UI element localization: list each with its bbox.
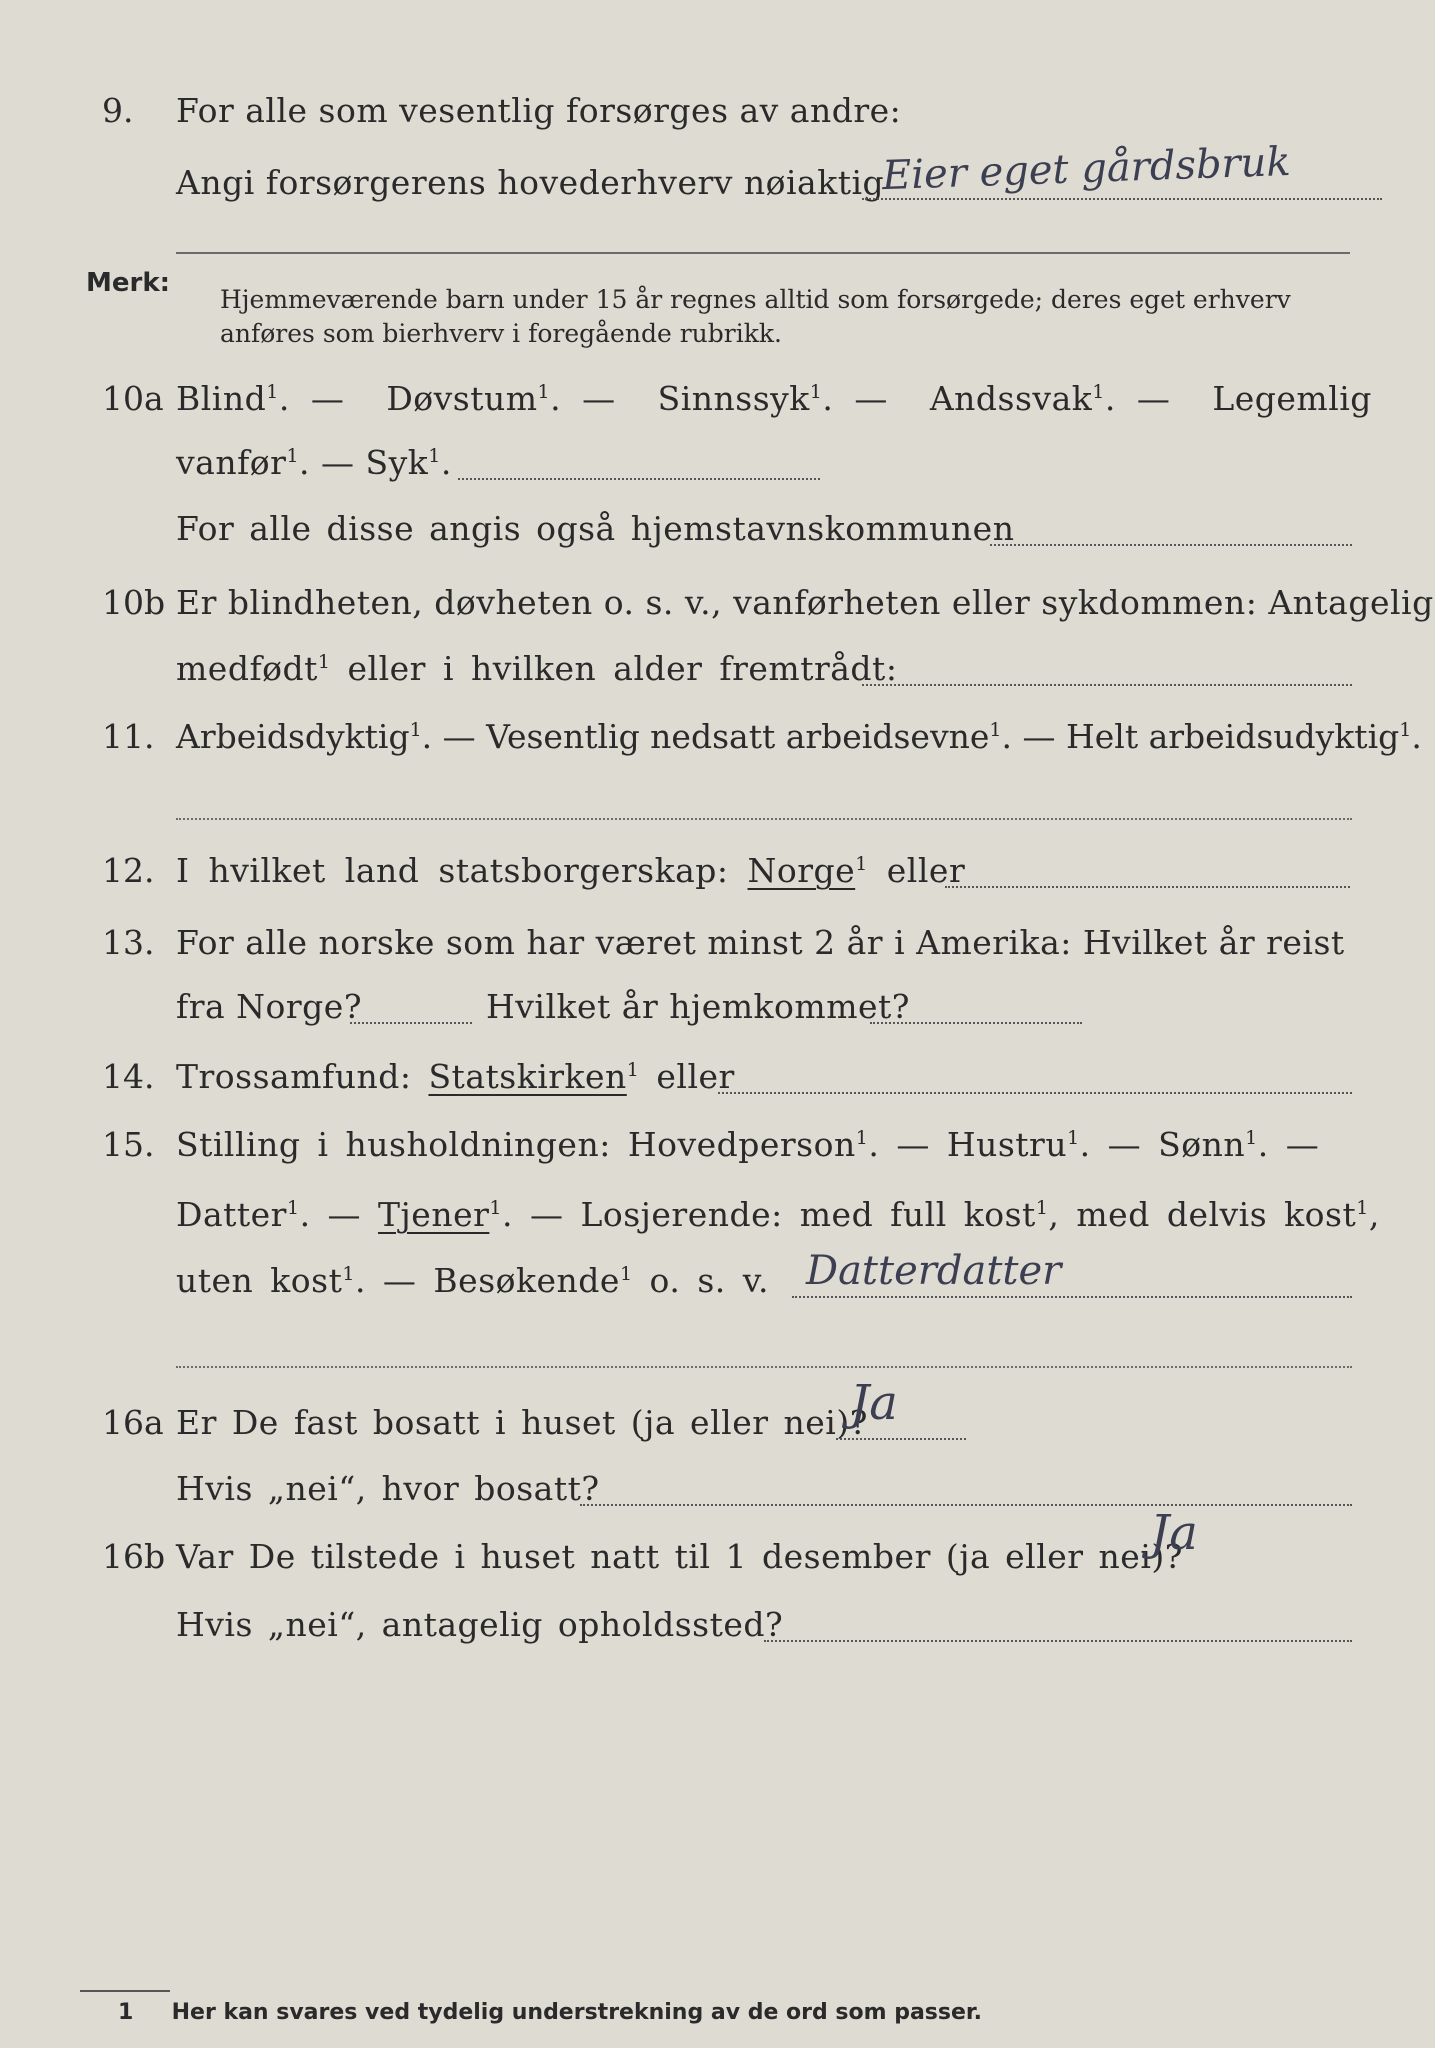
option-nedsatt: — Vesentlig nedsatt arbeidsevne — [442, 717, 990, 756]
question-text: Var De tilstede i huset natt til 1 desember (ja eller nei)? — [176, 1537, 1183, 1576]
question-text: Angi forsørgerens hovederhverv nøiaktig — [176, 163, 885, 202]
question-13-line-1 — [0, 912, 1435, 974]
answer-line — [990, 544, 1352, 546]
option-dovstum: Døvstum — [386, 379, 538, 418]
dash: — — [327, 1195, 362, 1234]
footnote-mark: 1 — [266, 381, 279, 403]
footnote-mark: 1 — [428, 445, 441, 467]
option-udyktig: — Helt arbeidsudyktig — [1022, 717, 1400, 756]
question-label: I hvilket land statsborgerskap: — [176, 851, 729, 890]
answer-line — [580, 1504, 1352, 1506]
answer-line — [870, 1022, 1082, 1024]
footnote-mark: 1 — [489, 1197, 502, 1219]
question-text: Er blindheten, døvheten o. s. v., vanførheten eller sykdommen: Antagelig — [176, 583, 1434, 622]
footnote-text: Her kan svares ved tydelig understrekning av de ord som passer. — [171, 2000, 982, 2025]
option-hovedperson: Stilling i husholdningen: Hovedperson — [176, 1125, 856, 1164]
option-uten-kost: uten kost — [176, 1261, 343, 1300]
option-blind: Blind — [176, 379, 267, 418]
question-number: 12. — [102, 851, 155, 890]
option-hustru: — Hustru — [896, 1125, 1068, 1164]
question-10b-line-2 — [0, 638, 1435, 700]
question-10b-line-1 — [0, 572, 1435, 634]
question-13-line-2 — [0, 976, 1435, 1038]
option-tjener: Tjener — [378, 1195, 490, 1234]
question-16b-line-2 — [0, 1594, 1435, 1656]
answer-rule — [176, 252, 1350, 254]
question-text — [176, 840, 965, 902]
footnote-mark: 1 — [1035, 1197, 1049, 1219]
footnote-mark: 1 — [1092, 381, 1105, 403]
question-text: Arbeidsdyktig$^1$. — Vesentlig nedsatt arbeidsevne$^1$. — Helt arbeidsudyktig$^1$. — [176, 717, 1422, 756]
question-16a-line-1 — [0, 1375, 1435, 1454]
option-arbeidsdyktig: Arbeidsdyktig — [176, 717, 410, 756]
question-number: 10b — [102, 583, 166, 622]
footnote-mark: 1 — [626, 1059, 640, 1081]
footnote-mark: 1 — [809, 381, 823, 403]
question-text: Stilling i husholdningen: Hovedperson$^1$. — Hustru$^1$. — Sønn$^1$. — — [176, 1125, 1320, 1164]
footnote-mark: 1 — [1067, 1127, 1080, 1149]
handwritten-answer: Eier eget gårdsbruk — [881, 138, 1292, 200]
question-number: 16a — [102, 1403, 164, 1442]
option-osv: o. s. v. — [649, 1261, 769, 1300]
handwritten-answer: Ja — [850, 1375, 898, 1431]
answer-line — [792, 1296, 1352, 1298]
footnote-mark: 1 — [317, 651, 331, 673]
option-norge: Norge — [747, 851, 856, 890]
question-text: For alle norske som har været minst 2 år i Amerika: Hvilket år reist — [176, 923, 1345, 962]
question-text: Hvis „nei“, antagelig opholdssted? — [176, 1605, 784, 1644]
answer-line — [458, 478, 820, 480]
question-number: 10a — [102, 379, 164, 418]
question-text: For alle som vesentlig forsørges av andre: — [176, 91, 902, 130]
option-datter: Datter — [176, 1195, 287, 1234]
question-11 — [0, 706, 1435, 768]
footnote-mark: 1 — [1356, 1197, 1369, 1219]
question-text: For alle disse angis også hjemstavnskommunen — [176, 509, 1015, 548]
answer-line — [718, 1092, 1352, 1094]
answer-rule — [176, 1366, 1352, 1368]
footnote-mark: 1 — [989, 719, 1002, 741]
note-label: Merk: — [86, 268, 171, 298]
question-number: 11. — [102, 717, 155, 756]
note-text-line-1: Hjemmeværende barn under 15 år regnes alltid som forsørgede; deres eget erhverv — [220, 285, 1291, 314]
option-andssvak: Andssvak — [929, 379, 1093, 418]
question-number: 15. — [102, 1125, 155, 1164]
question-9-line-1 — [0, 80, 1435, 142]
question-text — [176, 638, 897, 700]
answer-line — [862, 684, 1352, 686]
footnote-rule — [80, 1990, 170, 1992]
answer-line — [836, 1438, 966, 1440]
question-text — [176, 1046, 735, 1108]
option-sinnssyk: Sinnssyk — [657, 379, 810, 418]
option-alder: eller i hvilken alder fremtrådt: — [347, 649, 898, 688]
question-10a-line-3 — [0, 498, 1435, 560]
option-losjerende-full: . — Losjerende: med full kost — [501, 1195, 1036, 1234]
answer-line — [945, 886, 1350, 888]
footnote-mark: 1 — [286, 445, 300, 467]
question-9-line-2 — [0, 138, 1435, 214]
footnote-mark: 1 — [286, 1197, 300, 1219]
footnote-mark: 1 — [118, 2000, 134, 2025]
question-number: 14. — [102, 1057, 155, 1096]
question-14 — [0, 1046, 1435, 1108]
question-10a-line-2 — [0, 432, 1435, 494]
question-10a-line-1 — [0, 368, 1435, 430]
question-15-line-2 — [0, 1184, 1435, 1246]
footnote-mark: 1 — [1399, 719, 1412, 741]
footnote-mark: 1 — [855, 1127, 869, 1149]
dash: — — [1285, 1125, 1320, 1164]
question-text: Blind$^1$. — Døvstum$^1$. — Sinnssyk$^1$. — Andssvak$^1$. — Legemlig — [176, 379, 1372, 418]
question-15-line-3 — [0, 1250, 1435, 1312]
question-label: Trossamfund: — [176, 1057, 412, 1096]
option-medfodt: medfødt — [176, 649, 318, 688]
question-16b-line-1 — [0, 1505, 1435, 1588]
comma: , — [1368, 1195, 1380, 1234]
answer-rule — [176, 818, 1352, 820]
option-statskirken: Statskirken — [428, 1057, 627, 1096]
handwritten-answer: Datterdatter — [806, 1248, 1062, 1294]
option-besokende: . — Besøkende — [354, 1261, 620, 1300]
footnote-mark: 1 — [409, 719, 422, 741]
option-sonn: — Sønn — [1107, 1125, 1246, 1164]
question-text-a: fra Norge? — [176, 987, 363, 1026]
option-tail: eller — [656, 1057, 735, 1096]
answer-line — [764, 1640, 1352, 1642]
question-12 — [0, 840, 1435, 902]
footnote-mark: 1 — [537, 381, 551, 403]
option-legemlig: Legemlig — [1212, 379, 1372, 418]
option-tail: eller — [886, 851, 966, 890]
handwritten-answer: Ja — [1150, 1505, 1198, 1561]
note-text-line-2: anføres som bierhverv i foregående rubrikk. — [220, 319, 782, 348]
question-text: Er De fast bosatt i huset (ja eller nei)? — [176, 1403, 868, 1442]
question-text: Datter$^1$. — Tjener$^1$. — Losjerende: med full kost$^1$, med delvis kost$^1$, — [176, 1195, 1380, 1234]
question-16a-line-2 — [0, 1458, 1435, 1520]
footnote-mark: 1 — [855, 853, 868, 875]
footnote — [118, 2000, 982, 2025]
footnote-mark: 1 — [619, 1263, 633, 1285]
question-text: Hvis „nei“, hvor bosatt? — [176, 1469, 600, 1508]
question-number: 13. — [102, 923, 155, 962]
footnote-mark: 1 — [342, 1263, 355, 1285]
question-text-b: Hvilket år hjemkommet? — [486, 987, 910, 1026]
question-15-line-1 — [0, 1114, 1435, 1176]
footnote-mark: 1 — [1245, 1127, 1258, 1149]
option-syk: Syk — [365, 443, 429, 482]
question-text — [176, 1250, 769, 1312]
option-vanfor: vanfør — [176, 443, 287, 482]
question-number: 16b — [102, 1537, 166, 1576]
option-losjerende-delvis: , med delvis kost — [1048, 1195, 1357, 1234]
answer-line — [350, 1022, 472, 1024]
question-text: vanfør$^1$. — Syk$^1$. — [176, 443, 452, 482]
question-number: 9. — [102, 91, 134, 130]
